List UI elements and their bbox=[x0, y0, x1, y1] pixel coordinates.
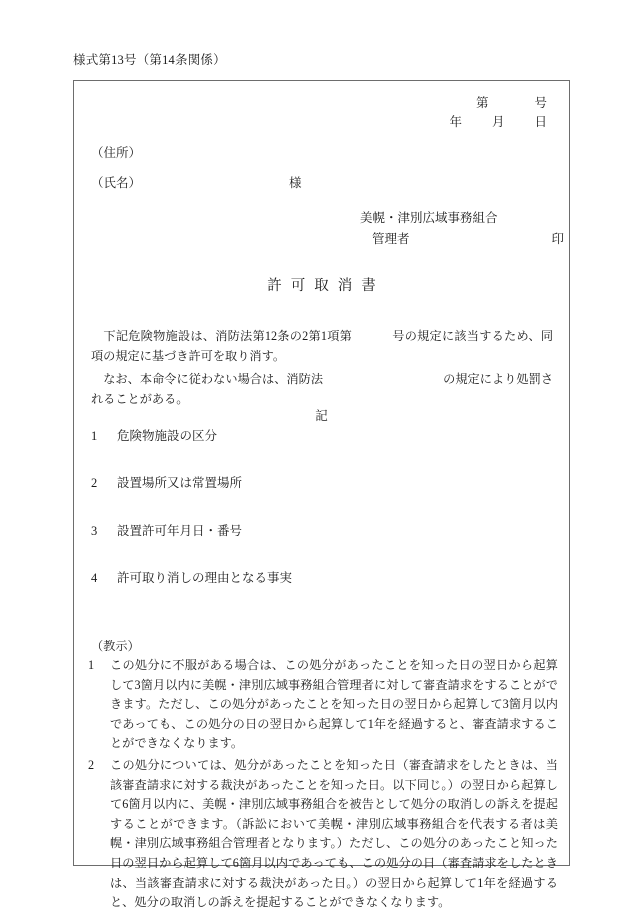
instructions-heading: （教示） bbox=[91, 639, 140, 653]
instruction-number: 1 bbox=[88, 658, 95, 672]
body-paragraph-1-part1: 下記危険物施設は、消防法第12条の2第1項第 bbox=[103, 329, 353, 343]
ki-marker: 記 bbox=[315, 409, 328, 423]
item-label: 危険物施設の区分 bbox=[117, 429, 218, 443]
recipient-name-line bbox=[91, 173, 302, 191]
item-label: 設置許可年月日・番号 bbox=[117, 524, 243, 538]
issuer-organization: 美幌・津別広域事務組合 bbox=[360, 211, 498, 225]
list-item bbox=[91, 473, 242, 491]
item-label: 設置場所又は常置場所 bbox=[117, 476, 243, 490]
item-number: 2 bbox=[91, 476, 98, 490]
recipient-address-label: （住所） bbox=[91, 146, 142, 160]
body-paragraph-2-part2: の規定により処罰されることがある。 bbox=[91, 372, 554, 406]
item-number: 4 bbox=[91, 571, 98, 585]
instructions-list bbox=[88, 656, 558, 915]
form-border-box bbox=[73, 80, 570, 910]
date-year-label: 年 bbox=[449, 115, 462, 129]
seal-mark-icon: 印 bbox=[551, 232, 565, 246]
item-label: 許可取り消しの理由となる事実 bbox=[117, 571, 293, 585]
form-content bbox=[74, 81, 569, 910]
list-item bbox=[91, 521, 242, 539]
date-month-label: 月 bbox=[491, 115, 505, 129]
list-item bbox=[91, 426, 217, 444]
list-item bbox=[91, 568, 292, 586]
page-title: 許可取消書 bbox=[267, 278, 385, 294]
instruction-text: この処分に不服がある場合は、この処分があったことを知った日の翌日から起算して3箇月以内に美幌・津別広域事務組合管理者に対して審査請求をすることができます。ただし、この処分があったことを知った日の翌日から起算して3箇月以内であっても、この処分の日の翌日から起算して1年を経過すると、審査請求することができなくなります。 bbox=[110, 658, 558, 751]
recipient-name-label: （氏名） bbox=[91, 176, 142, 190]
instruction-item bbox=[88, 756, 558, 913]
recipient-honorific: 様 bbox=[289, 176, 302, 190]
issuer-role-label: 管理者 bbox=[372, 232, 410, 246]
instruction-item bbox=[88, 656, 558, 754]
item-number: 1 bbox=[91, 429, 98, 443]
body-paragraph-1 bbox=[91, 326, 553, 366]
body-paragraph-2-part1: なお、本命令に従わない場合は、消防法 bbox=[103, 372, 324, 386]
form-number-label: 様式第13号（第14条関係） bbox=[73, 53, 226, 67]
date-day-label: 日 bbox=[534, 115, 547, 129]
body-paragraph-2 bbox=[91, 369, 553, 409]
instruction-text: この処分については、処分があったことを知った日（審査請求をしたときは、当該審査請求に対する裁決があったことを知った日。以下同じ。）の翌日から起算して6箇月以内に、美幌・津別広域事務組合を被告として処分の取消しの訴えを提起することができます。（訴訟において美幌・津別広域事務組合を代表する者は美幌・津別広域事務組合管理者となります。）ただし、この処分のあったこと知った日の翌日から起算して6箇月以内であっても、この処分の日（審査請求をしたときは、当該審査請求に対する裁決があった日。）の翌日から起算して1年を経過すると、処分の取消しの訴えを提起することができなくなります。 bbox=[110, 757, 558, 910]
document-number-suffix: 号 bbox=[534, 96, 547, 110]
item-number: 3 bbox=[91, 524, 98, 538]
document-date-line bbox=[449, 112, 547, 130]
issuer-role-line bbox=[372, 229, 564, 247]
document-number-line bbox=[476, 93, 547, 111]
body-paragraph-1-part2: 号の規定に該当するため、同項の規定に基づき許可を取り消す。 bbox=[91, 329, 554, 363]
document-number-prefix: 第 bbox=[475, 96, 489, 110]
instruction-number: 2 bbox=[88, 757, 95, 772]
